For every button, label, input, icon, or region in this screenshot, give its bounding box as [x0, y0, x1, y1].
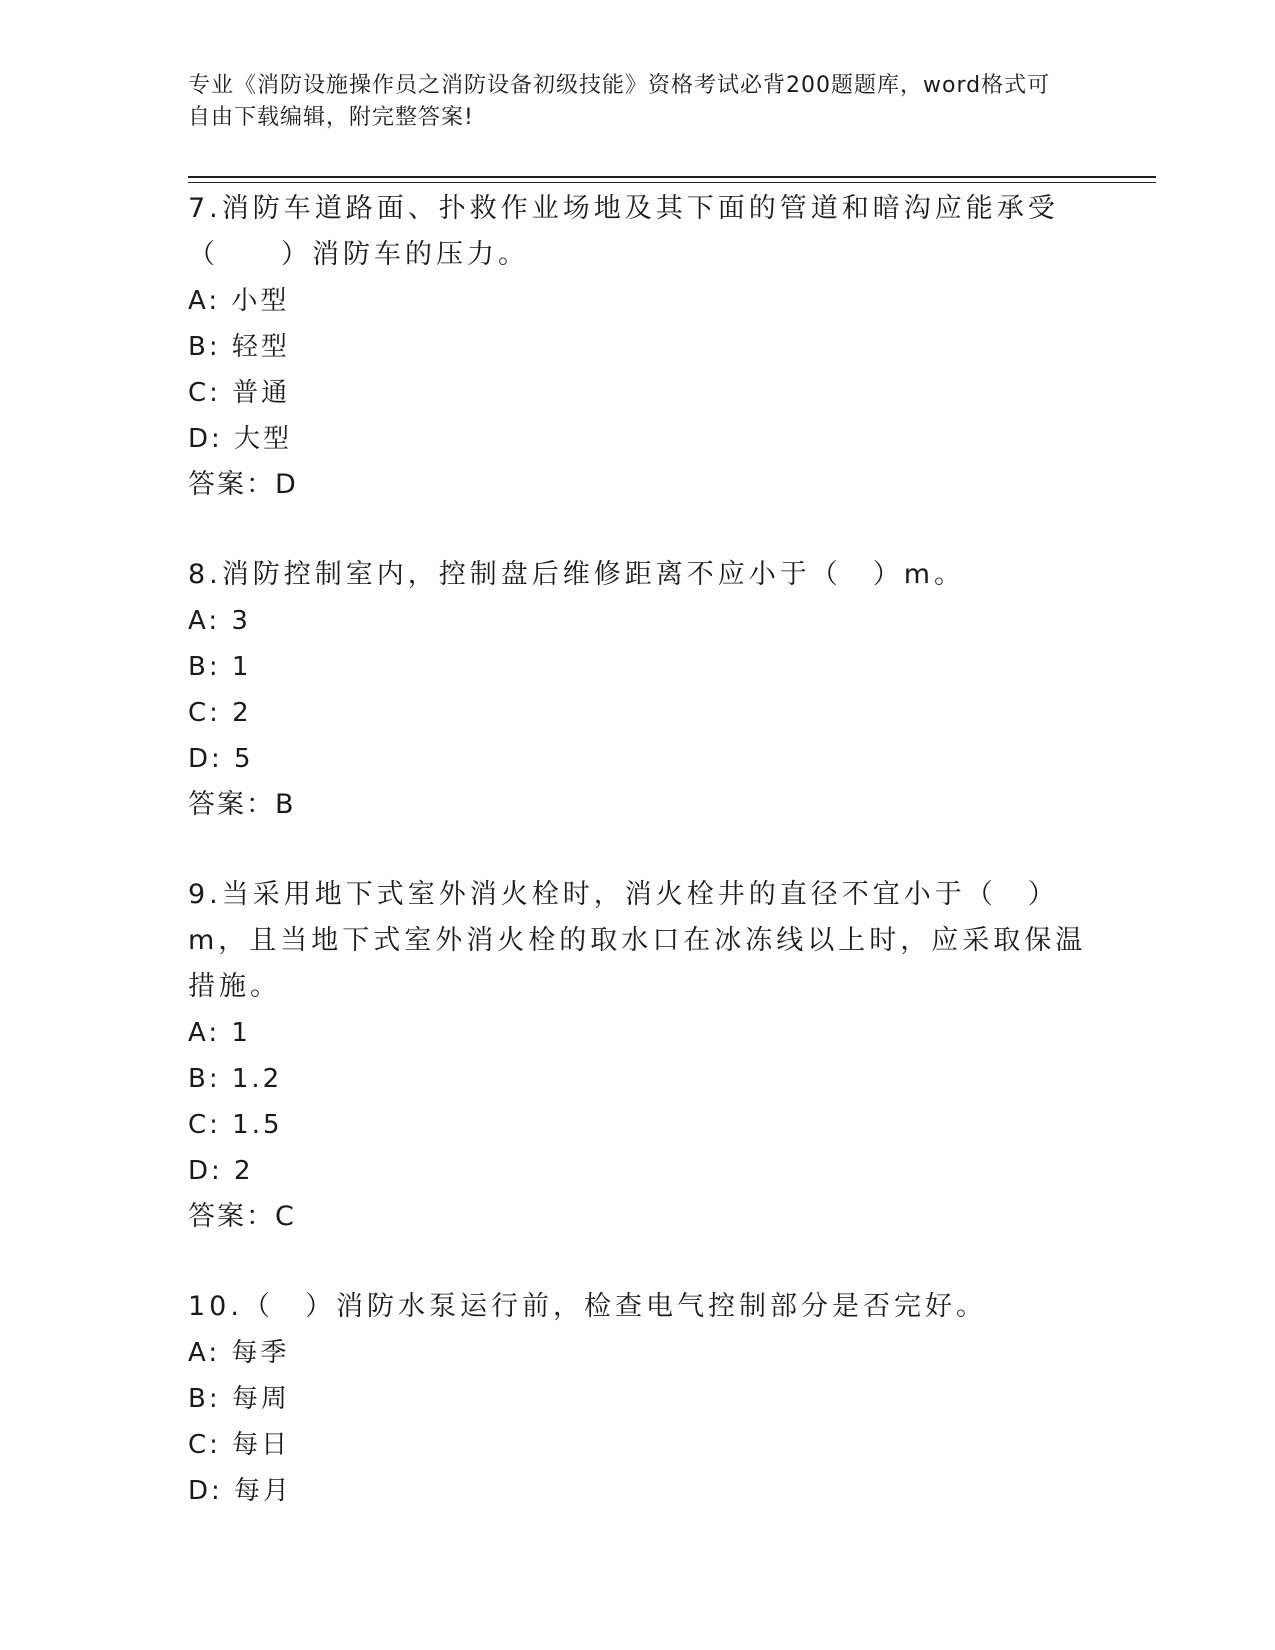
- option-a: A: 小型: [188, 286, 290, 316]
- option-c: C: 1.5: [188, 1110, 283, 1140]
- answer-label: 答案：: [188, 1201, 275, 1232]
- option-b: B: 1: [188, 652, 252, 682]
- question-text: 10.（ ）消防水泵运行前，检查电气控制部分是否完好。: [188, 1291, 987, 1322]
- question-9: [188, 872, 1088, 1240]
- option-a: A: 1: [188, 1018, 251, 1048]
- question-list: [188, 186, 1088, 1514]
- answer-label: 答案：: [188, 469, 275, 500]
- option-c: C: 普通: [188, 378, 291, 408]
- option-b: B: 轻型: [188, 332, 290, 362]
- option-b: B: 1.2: [188, 1064, 283, 1094]
- option-c: C: 2: [188, 698, 252, 728]
- answer-label: 答案：: [188, 789, 275, 820]
- option-d: D: 大型: [188, 424, 293, 454]
- option-b: B: 每周: [188, 1384, 290, 1414]
- question-text: 7.消防车道路面、扑救作业场地及其下面的管道和暗沟应能承受（ ）消防车的压力。: [188, 193, 1059, 270]
- option-d: D: 每月: [188, 1476, 293, 1506]
- question-7: [188, 186, 1088, 508]
- option-d: D: 2: [188, 1156, 254, 1186]
- question-8: [188, 552, 1088, 828]
- answer-line: [188, 462, 1088, 508]
- answer-value: C: [275, 1201, 294, 1232]
- question-text: 9.当采用地下式室外消火栓时，消火栓井的直径不宜小于（ ）m，且当地下式室外消火栓的取水口在冰冻线以上时，应采取保温措施。: [188, 879, 1087, 1002]
- document-header: 专业《消防设施操作员之消防设备初级技能》资格考试必背200题题库，word格式可自由下载编辑，附完整答案!: [188, 73, 1051, 130]
- question-text: 8.消防控制室内，控制盘后维修距离不应小于（ ）m。: [188, 559, 966, 590]
- answer-value: D: [275, 469, 296, 500]
- question-10: [188, 1284, 1088, 1514]
- header-rule-thin: [188, 182, 1156, 183]
- answer-value: B: [275, 789, 294, 820]
- answer-line: [188, 782, 1088, 828]
- option-a: A: 3: [188, 606, 251, 636]
- option-a: A: 每季: [188, 1338, 290, 1368]
- option-c: C: 每日: [188, 1430, 291, 1460]
- header-rule-thick: [188, 176, 1156, 178]
- option-d: D: 5: [188, 744, 254, 774]
- answer-line: [188, 1194, 1088, 1240]
